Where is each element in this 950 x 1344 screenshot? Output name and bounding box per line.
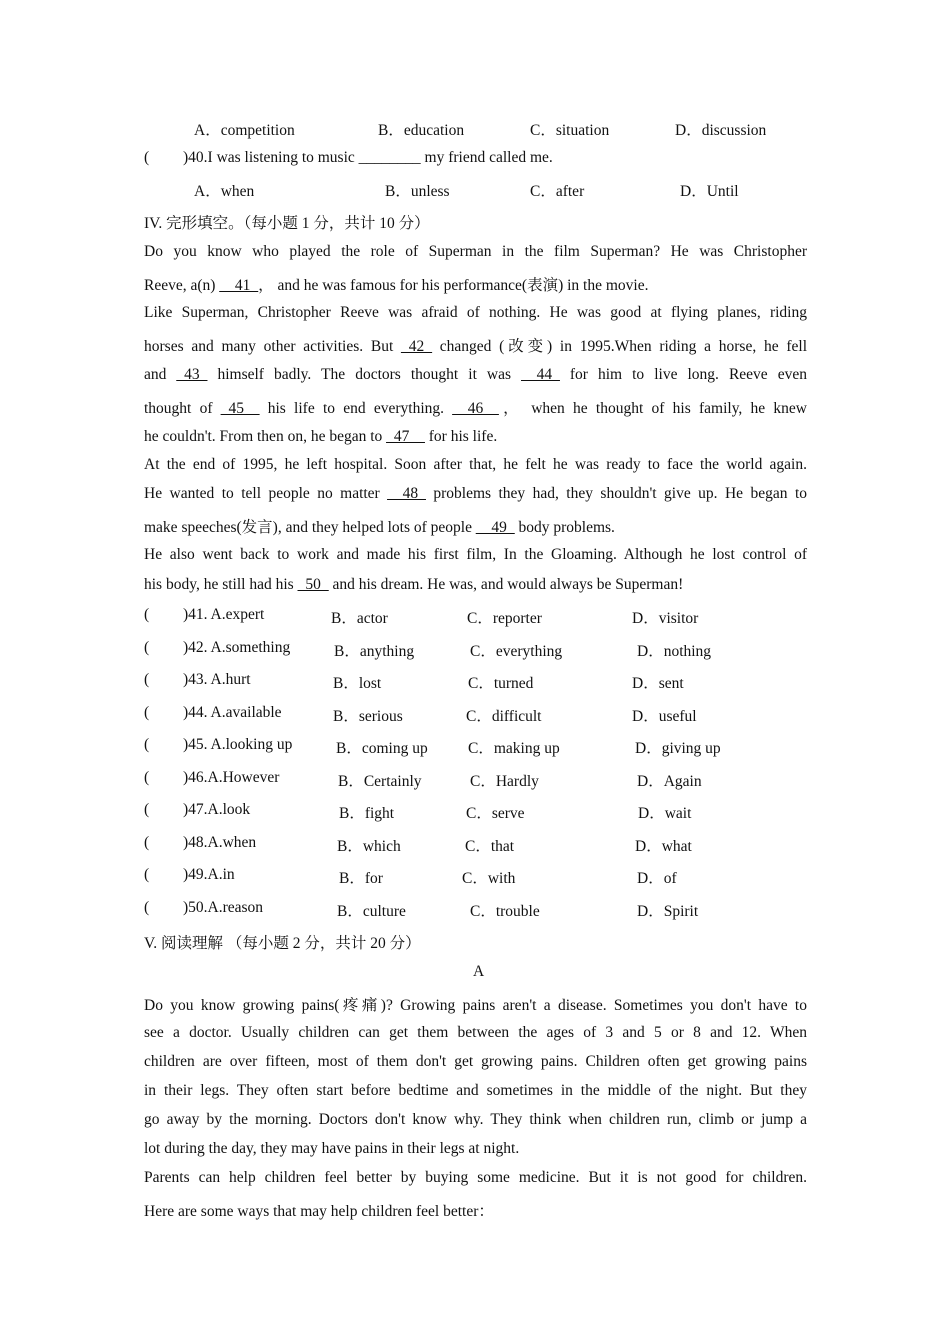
option-c: C．everything [470,643,563,660]
text-run: problems they had, they shouldn't give up. He began to [425,485,808,502]
option-d: D．what [635,838,692,855]
passage-line: see a doctor. Usually children can get them between the ages of 3 and 5 or 8 and 12. When [144,1024,807,1041]
passage-line: go away by the morning. Doctors don't know why. They think when children run, climb or jump a [144,1111,807,1128]
passage-line [144,334,807,356]
option-c: C．serve [466,805,525,822]
question-number-option-a: )46.A.However [183,769,280,786]
option-d: D．Spirit [637,903,699,920]
text-run: horses and many other activities. But [144,338,402,355]
blank-49: __49_ [475,519,515,536]
section-iv-title: IV. 完形填空。（每小题 1 分，共计 10 分） [144,215,430,232]
text-run: He wanted to tell people no matter [144,485,388,502]
blank-50: _50_ [297,576,329,593]
blank-46: __46__ [452,400,499,417]
q40-option-d: D．Until [680,183,739,200]
blank-45: _45__ [220,400,260,417]
passage-line [144,396,807,418]
passage-line [144,428,497,446]
text-run: for him to live long. Reeve even [559,366,807,383]
option-d: D．wait [638,805,692,822]
passage-line [144,485,807,503]
option-b: B．for [339,870,383,887]
passage-a-heading: A [473,963,485,980]
passage-line [144,273,648,295]
blank-48: __48_ [387,485,426,502]
text-run: his body, he still had his [144,576,298,593]
passage-line: Parents can help children feel better by buying some medicine. But it is not good for children. [144,1169,807,1186]
option-c: C．reporter [467,610,542,627]
option-b: B．serious [333,708,403,725]
question-number-option-a: )47.A.look [183,801,251,818]
option-d: D．giving up [635,740,721,757]
question-number-option-a: )45. A.looking up [183,736,293,753]
option-d: D．of [637,870,677,887]
text-run: for his life. [424,428,498,445]
option-b: B．Certainly [338,773,422,790]
answer-paren: ( [144,736,150,753]
answer-paren: ( [144,899,150,916]
answer-paren: ( [144,606,150,623]
answer-paren: ( [144,704,150,721]
option-b: B．lost [333,675,382,692]
passage-line: Do you know who played the role of Superman in the film Superman? He was Christopher [144,243,807,260]
option-b: B．fight [339,805,395,822]
text-run: make speeches(发言), and they helped lots of people [144,519,476,536]
blank-41: __41_ [219,277,259,294]
text-run: his life to end everything. [259,400,453,417]
option-c: C．making up [468,740,560,757]
section-v-title: V. 阅读理解 （每小题 2 分，共计 20 分） [144,935,421,952]
option-c: C．that [465,838,515,855]
text-run: himself badly. The doctors thought it was [207,366,522,383]
option-b: B．which [337,838,401,855]
answer-paren: ( [144,801,150,818]
text-run: thought of [144,400,221,417]
option-b: B．culture [337,903,406,920]
text-run: Reeve, a(n) [144,277,220,294]
option-b: B．coming up [336,740,428,757]
q40-option-c: C．after [530,183,585,200]
passage-line: children are over fifteen, most of them don't get growing pains. Children often get growing pains [144,1053,807,1070]
text-run: and [144,366,177,383]
text-run: he couldn't. From then on, he began to [144,428,387,445]
question-stem: )40.I was listening to music ________ my friend called me. [183,149,553,166]
q40-option-a: A．when [194,183,255,200]
option-d: D．nothing [637,643,712,660]
passage-line: Here are some ways that may help children feel better： [144,1203,494,1220]
q39-option-a: A．competition [194,122,295,139]
blank-44: __44_ [521,366,560,383]
option-c: C．trouble [470,903,540,920]
text-run: ， when he thought of his family, he knew [498,400,807,417]
option-d: D．sent [632,675,684,692]
blank-47: _47__ [386,428,425,445]
answer-paren: ( [144,671,150,688]
passage-line [144,366,807,384]
question-number-option-a: )42. A.something [183,639,291,656]
question-number-option-a: )41. A.expert [183,606,265,623]
text-run: ， and he was famous for his performance(表演) in the movie. [258,277,649,294]
q40-option-b: B．unless [385,183,450,200]
q39-option-c: C．situation [530,122,610,139]
passage-line [144,576,683,594]
text-run: body problems. [514,519,615,536]
passage-line: Like Superman, Christopher Reeve was afraid of nothing. He was good at flying planes, riding [144,304,807,321]
option-c: C．Hardly [470,773,539,790]
question-number-option-a: )49.A.in [183,866,235,883]
question-number-option-a: )48.A.when [183,834,257,851]
option-b: B．anything [334,643,415,660]
answer-paren: ( [144,866,150,883]
blank-42: _42_ [401,338,433,355]
text-run: and his dream. He was, and would always be Superman! [328,576,684,593]
question-number-option-a: )44. A.available [183,704,282,721]
passage-line: in their legs. They often start before bedtime and sometimes in the middle of the night. But they [144,1082,807,1099]
answer-paren: ( [144,769,150,786]
passage-line: He also went back to work and made his first film, In the Gloaming. Although he lost control of [144,546,807,563]
answer-paren: ( [144,834,150,851]
passage-line: At the end of 1995, he left hospital. Soon after that, he felt he was ready to face the world again. [144,456,807,473]
answer-paren: ( [144,639,150,656]
passage-line [144,515,615,537]
passage-line: Do you know growing pains(疼痛)? Growing pains aren't a disease. Sometimes you don't have to [144,997,807,1014]
blank-43: _43_ [176,366,208,383]
text-run: changed (改变) in 1995.When riding a horse, he fell [432,338,807,355]
option-c: C．with [462,870,516,887]
q39-option-b: B．education [378,122,465,139]
question-number-option-a: )50.A.reason [183,899,264,916]
option-d: D．visitor [632,610,699,627]
passage-line: lot during the day, they may have pains in their legs at night. [144,1140,520,1157]
option-b: B．actor [331,610,388,627]
answer-paren: ( [144,149,150,166]
option-c: C．turned [468,675,534,692]
option-d: D．Again [637,773,702,790]
q39-option-d: D．discussion [675,122,767,139]
question-number-option-a: )43. A.hurt [183,671,251,688]
option-c: C．difficult [466,708,542,725]
option-d: D．useful [632,708,697,725]
